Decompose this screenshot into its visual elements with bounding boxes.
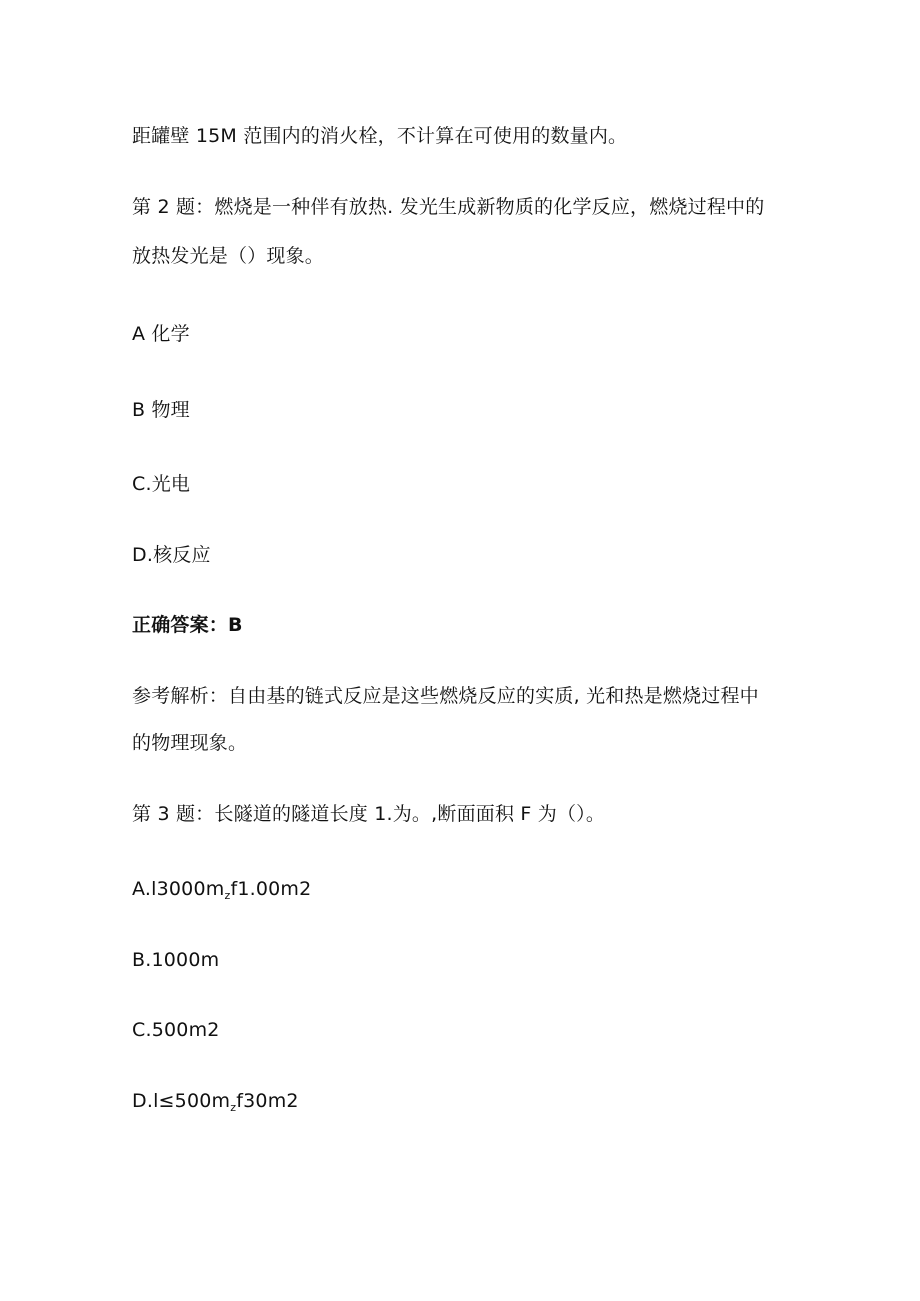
question-3-option-d-main: D.l≤500m [132, 1090, 231, 1112]
intro-text: 距罐壁 15M 范围内的消火栓，不计算在可使用的数量内。 [132, 125, 628, 147]
question-2-option-c: C.光电 [132, 473, 191, 495]
question-2-option-b: B 物理 [132, 399, 190, 421]
question-2-option-d: D.核反应 [132, 544, 211, 566]
question-3-option-a-tail: f1.00m2 [230, 878, 312, 900]
question-3-stem: 第 3 题：长隧道的隧道长度 1.为。,断面面积 F 为（）。 [132, 803, 606, 825]
question-3-option-d-tail: f30m2 [236, 1090, 299, 1112]
question-3-option-a-subscript: z [224, 889, 231, 902]
question-2-answer: 正确答案：B [132, 614, 243, 636]
question-3-option-a [132, 877, 311, 904]
question-3-option-d-subscript: z [230, 1101, 237, 1114]
question-2-analysis-line-1: 参考解析：自由基的链式反应是这些燃烧反应的实质, 光和热是燃烧过程中 [132, 685, 759, 707]
question-3-option-b: B.1000m [132, 949, 220, 971]
question-2-stem-line-2: 放热发光是（）现象。 [132, 245, 325, 267]
question-2-option-a: A 化学 [132, 323, 190, 345]
question-2-stem-line-1: 第 2 题：燃烧是一种伴有放热. 发光生成新物质的化学反应，燃烧过程中的 [132, 196, 765, 218]
question-3-option-d [132, 1089, 299, 1116]
question-2-analysis-line-2: 的物理现象。 [132, 732, 248, 754]
question-3-option-a-main: A.l3000m [132, 878, 225, 900]
question-3-option-c: C.500m2 [132, 1019, 220, 1041]
